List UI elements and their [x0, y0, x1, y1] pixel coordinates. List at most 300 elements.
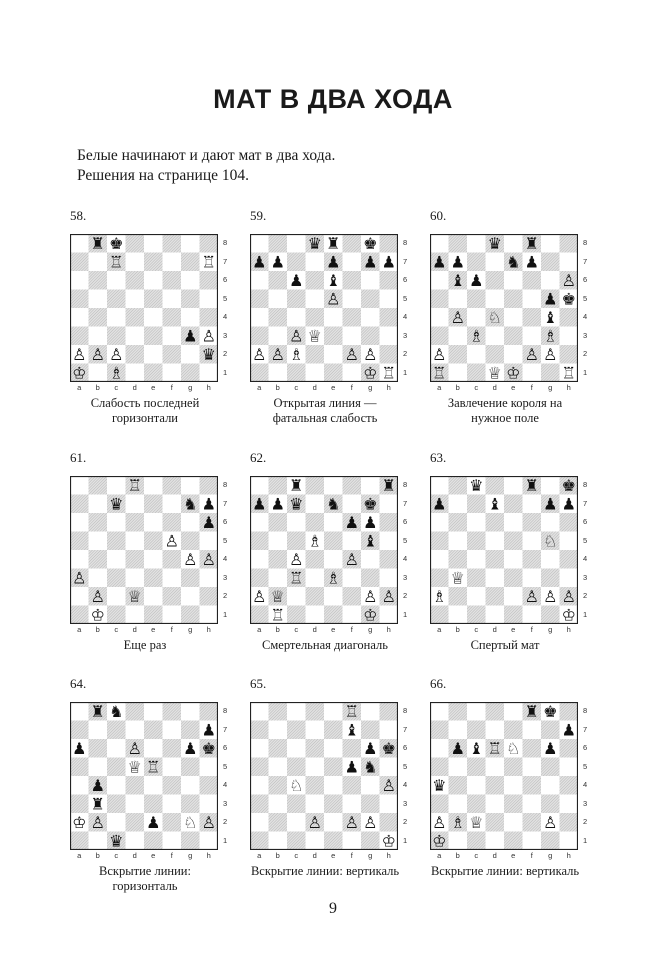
light-square	[269, 327, 288, 346]
rank-label: 2	[403, 349, 408, 358]
light-square	[380, 532, 399, 551]
light-square	[306, 364, 325, 383]
rank-label: 1	[223, 367, 228, 377]
white-king-icon: ♔	[363, 363, 378, 382]
white-pawn-icon: ♙	[252, 344, 267, 364]
file-label: d	[132, 625, 137, 634]
dark-square	[306, 345, 325, 364]
black-pawn-icon: ♟	[344, 512, 359, 532]
light-square	[107, 813, 126, 832]
dark-square	[504, 290, 523, 309]
light-square	[126, 327, 145, 346]
rank-label: 2	[403, 591, 408, 600]
dark-square	[467, 606, 486, 625]
file-label: f	[170, 383, 173, 392]
light-square	[163, 795, 182, 814]
rank-label: 8	[223, 238, 228, 247]
dark-square	[343, 776, 362, 795]
dark-square	[560, 345, 579, 364]
file-label: f	[350, 851, 353, 860]
dark-square	[144, 832, 163, 851]
light-square	[449, 364, 468, 383]
white-pawn-icon: ♙	[289, 549, 304, 569]
white-bishop-icon: ♗	[432, 586, 447, 606]
dark-square	[163, 308, 182, 327]
chess-board	[430, 702, 578, 850]
light-square	[250, 308, 269, 327]
light-square	[163, 832, 182, 851]
black-pawn-icon: ♟	[363, 738, 378, 758]
light-square	[504, 587, 523, 606]
dark-square	[361, 569, 380, 588]
black-rook-icon: ♜	[524, 234, 539, 253]
light-square	[343, 495, 362, 514]
light-square	[70, 550, 89, 569]
dark-square	[430, 758, 449, 777]
puzzle-60	[430, 208, 600, 425]
black-pawn-icon: ♟	[344, 757, 359, 777]
caption-line-1: Смертельная диагональ	[262, 638, 388, 652]
puzzle-62	[250, 450, 420, 660]
light-square	[181, 476, 200, 495]
dark-square	[467, 253, 486, 272]
caption-line-2: фатальная слабость	[272, 411, 378, 425]
dark-square	[181, 606, 200, 625]
dark-square	[449, 513, 468, 532]
dark-square	[269, 308, 288, 327]
file-label: d	[132, 383, 137, 392]
white-bishop-icon: ♗	[469, 326, 484, 346]
puzzle-caption	[420, 638, 590, 653]
white-pawn-icon: ♙	[270, 344, 285, 364]
rank-label: 1	[403, 367, 408, 377]
dark-square	[250, 327, 269, 346]
light-square	[144, 271, 163, 290]
puzzle-58	[70, 208, 240, 425]
light-square	[523, 758, 542, 777]
light-square	[269, 364, 288, 383]
file-label: f	[350, 625, 353, 634]
intro-line-1: Белые начинают и дают мат в два хода.	[77, 147, 336, 164]
rank-label: 4	[403, 554, 408, 563]
file-label: g	[368, 625, 373, 634]
file-label: b	[95, 625, 100, 634]
light-square	[306, 832, 325, 851]
light-square	[250, 271, 269, 290]
dark-square	[89, 476, 108, 495]
white-king-icon: ♔	[506, 363, 521, 382]
dark-square	[504, 532, 523, 551]
dark-square	[250, 532, 269, 551]
dark-square	[163, 776, 182, 795]
file-label: f	[350, 383, 353, 392]
white-pawn-icon: ♙	[363, 344, 378, 364]
light-square	[523, 569, 542, 588]
dark-square	[126, 776, 145, 795]
dark-square	[181, 532, 200, 551]
white-pawn-icon: ♙	[164, 531, 179, 551]
dark-square	[70, 606, 89, 625]
light-square	[324, 550, 343, 569]
rank-label: 8	[223, 480, 228, 489]
light-square	[306, 495, 325, 514]
white-pawn-icon: ♙	[201, 549, 216, 569]
light-square	[163, 721, 182, 740]
white-rook-icon: ♖	[270, 605, 285, 624]
rank-label: 1	[583, 609, 588, 619]
light-square	[70, 234, 89, 253]
rank-label: 7	[583, 724, 588, 734]
white-pawn-icon: ♙	[543, 344, 558, 364]
light-square	[361, 776, 380, 795]
light-square	[430, 513, 449, 532]
dark-square	[486, 271, 505, 290]
dark-square	[467, 832, 486, 851]
rank-label: 1	[223, 609, 228, 619]
dark-square	[467, 495, 486, 514]
black-rook-icon: ♜	[90, 234, 105, 253]
white-pawn-icon: ♙	[344, 812, 359, 832]
white-pawn-icon: ♙	[90, 586, 105, 606]
light-square	[343, 364, 362, 383]
rank-label: 7	[223, 724, 228, 734]
dark-square	[70, 832, 89, 851]
file-label: h	[386, 625, 391, 634]
white-pawn-icon: ♙	[183, 549, 198, 569]
light-square	[144, 739, 163, 758]
black-pawn-icon: ♟	[252, 252, 267, 272]
puzzle-number: 62.	[250, 450, 267, 465]
dark-square	[250, 364, 269, 383]
light-square	[361, 476, 380, 495]
dark-square	[269, 702, 288, 721]
light-square	[70, 308, 89, 327]
file-label: b	[95, 383, 100, 392]
puzzle-caption	[420, 864, 590, 879]
dark-square	[486, 550, 505, 569]
file-label: e	[511, 625, 516, 634]
rank-label: 3	[223, 330, 228, 340]
light-square	[163, 758, 182, 777]
rank-label: 7	[403, 256, 408, 266]
light-square	[163, 364, 182, 383]
light-square	[70, 476, 89, 495]
dark-square	[107, 290, 126, 309]
file-label: h	[386, 383, 391, 392]
black-knight-icon: ♞	[326, 494, 341, 514]
file-label: b	[455, 383, 460, 392]
rank-label: 4	[583, 780, 588, 789]
light-square	[107, 513, 126, 532]
file-label: c	[474, 625, 479, 634]
dark-square	[250, 795, 269, 814]
white-king-icon: ♔	[432, 831, 447, 850]
light-square	[163, 253, 182, 272]
black-pawn-icon: ♟	[469, 270, 484, 290]
file-label: c	[474, 851, 479, 860]
dark-square	[181, 290, 200, 309]
light-square	[70, 702, 89, 721]
black-queen-icon: ♛	[432, 775, 447, 795]
file-label: h	[206, 383, 211, 392]
black-pawn-icon: ♟	[450, 738, 465, 758]
dark-square	[430, 569, 449, 588]
dark-square	[250, 606, 269, 625]
white-rook-icon: ♖	[127, 476, 142, 495]
dark-square	[380, 271, 399, 290]
dark-square	[467, 364, 486, 383]
black-bishop-icon: ♝	[344, 720, 359, 740]
light-square	[163, 327, 182, 346]
rank-label: 7	[403, 724, 408, 734]
puzzle-caption	[60, 396, 230, 426]
black-knight-icon: ♞	[183, 494, 198, 514]
rank-label: 6	[223, 275, 228, 284]
dark-square	[306, 476, 325, 495]
page-number: 9	[329, 900, 337, 917]
puzzle-number: 61.	[70, 450, 87, 465]
light-square	[269, 569, 288, 588]
dark-square	[504, 758, 523, 777]
light-square	[200, 569, 219, 588]
light-square	[287, 702, 306, 721]
light-square	[89, 832, 108, 851]
light-square	[306, 569, 325, 588]
dark-square	[126, 550, 145, 569]
white-knight-icon: ♘	[183, 812, 198, 832]
light-square	[269, 290, 288, 309]
white-pawn-icon: ♙	[432, 812, 447, 832]
file-label: g	[368, 383, 373, 392]
light-square	[523, 364, 542, 383]
black-queen-icon: ♛	[487, 234, 502, 253]
white-pawn-icon: ♙	[201, 326, 216, 346]
light-square	[523, 832, 542, 851]
light-square	[269, 795, 288, 814]
dark-square	[287, 253, 306, 272]
file-labels	[250, 625, 398, 634]
black-king-icon: ♚	[201, 738, 216, 758]
rank-label: 3	[403, 572, 408, 582]
light-square	[269, 532, 288, 551]
light-square	[306, 795, 325, 814]
rank-label: 6	[583, 517, 588, 526]
light-square	[324, 587, 343, 606]
black-bishop-icon: ♝	[543, 307, 558, 327]
light-square	[89, 758, 108, 777]
black-queen-icon: ♛	[289, 494, 304, 514]
light-square	[107, 776, 126, 795]
light-square	[486, 795, 505, 814]
dark-square	[163, 702, 182, 721]
dark-square	[181, 253, 200, 272]
file-label: a	[77, 625, 82, 634]
rank-label: 3	[583, 798, 588, 808]
white-rook-icon: ♖	[344, 702, 359, 721]
white-rook-icon: ♖	[109, 252, 124, 272]
light-square	[430, 702, 449, 721]
black-pawn-icon: ♟	[381, 252, 396, 272]
white-pawn-icon: ♙	[524, 586, 539, 606]
file-labels	[430, 851, 578, 860]
file-label: c	[474, 383, 479, 392]
black-king-icon: ♚	[109, 234, 124, 253]
dark-square	[541, 758, 560, 777]
dark-square	[200, 271, 219, 290]
dark-square	[504, 495, 523, 514]
black-bishop-icon: ♝	[487, 494, 502, 514]
rank-label: 2	[583, 591, 588, 600]
file-label: d	[492, 383, 497, 392]
dark-square	[504, 606, 523, 625]
rank-label: 5	[403, 535, 408, 545]
white-pawn-icon: ♙	[381, 586, 396, 606]
light-square	[181, 345, 200, 364]
dark-square	[250, 832, 269, 851]
light-square	[144, 776, 163, 795]
light-square	[361, 702, 380, 721]
dark-square	[504, 832, 523, 851]
dark-square	[269, 550, 288, 569]
black-bishop-icon: ♝	[469, 738, 484, 758]
light-square	[70, 271, 89, 290]
light-square	[504, 702, 523, 721]
light-square	[144, 234, 163, 253]
light-square	[467, 308, 486, 327]
dark-square	[449, 776, 468, 795]
light-square	[200, 290, 219, 309]
light-square	[541, 550, 560, 569]
rank-label: 8	[583, 706, 588, 715]
white-bishop-icon: ♗	[109, 363, 124, 382]
file-label: g	[548, 851, 553, 860]
dark-square	[523, 513, 542, 532]
white-pawn-icon: ♙	[72, 344, 87, 364]
rank-label: 1	[223, 835, 228, 845]
dark-square	[70, 253, 89, 272]
light-square	[250, 513, 269, 532]
black-queen-icon: ♛	[109, 494, 124, 514]
light-square	[486, 253, 505, 272]
light-square	[504, 476, 523, 495]
dark-square	[126, 513, 145, 532]
rank-labels	[223, 476, 233, 624]
rank-label: 7	[403, 498, 408, 508]
puzzle-59	[250, 208, 420, 425]
file-labels	[250, 383, 398, 392]
light-square	[89, 495, 108, 514]
dark-square	[541, 569, 560, 588]
dark-square	[163, 550, 182, 569]
rank-label: 8	[583, 238, 588, 247]
dark-square	[430, 795, 449, 814]
light-square	[269, 832, 288, 851]
dark-square	[324, 795, 343, 814]
light-square	[287, 513, 306, 532]
dark-square	[306, 776, 325, 795]
dark-square	[163, 271, 182, 290]
white-pawn-icon: ♙	[543, 586, 558, 606]
black-pawn-icon: ♟	[201, 720, 216, 740]
file-label: e	[331, 383, 336, 392]
dark-square	[380, 813, 399, 832]
chess-board	[70, 702, 218, 850]
light-square	[107, 739, 126, 758]
black-pawn-icon: ♟	[524, 252, 539, 272]
file-label: g	[548, 625, 553, 634]
light-square	[560, 532, 579, 551]
file-label: d	[492, 851, 497, 860]
light-square	[181, 308, 200, 327]
dark-square	[126, 702, 145, 721]
file-label: h	[566, 851, 571, 860]
dark-square	[467, 569, 486, 588]
dark-square	[486, 587, 505, 606]
file-labels	[430, 625, 578, 634]
rank-label: 6	[403, 517, 408, 526]
light-square	[70, 513, 89, 532]
caption-line-1: Вскрытие линии: вертикаль	[430, 864, 580, 878]
dark-square	[287, 795, 306, 814]
light-square	[287, 234, 306, 253]
white-pawn-icon: ♙	[363, 586, 378, 606]
dark-square	[523, 271, 542, 290]
dark-square	[541, 606, 560, 625]
dark-square	[181, 721, 200, 740]
file-label: c	[114, 851, 119, 860]
light-square	[541, 476, 560, 495]
dark-square	[541, 721, 560, 740]
light-square	[486, 327, 505, 346]
file-label: g	[188, 851, 193, 860]
light-square	[343, 606, 362, 625]
rank-label: 4	[223, 554, 228, 563]
light-square	[89, 721, 108, 740]
dark-square	[449, 345, 468, 364]
dark-square	[486, 476, 505, 495]
file-label: g	[188, 625, 193, 634]
light-square	[504, 513, 523, 532]
puzzle-caption	[60, 638, 230, 653]
rank-label: 6	[223, 743, 228, 752]
black-pawn-icon: ♟	[363, 512, 378, 532]
black-queen-icon: ♛	[469, 476, 484, 495]
light-square	[486, 832, 505, 851]
dark-square	[306, 739, 325, 758]
puzzle-caption	[240, 638, 410, 653]
black-rook-icon: ♜	[326, 234, 341, 253]
file-label: h	[566, 625, 571, 634]
white-king-icon: ♔	[363, 605, 378, 624]
file-labels	[430, 383, 578, 392]
white-bishop-icon: ♗	[543, 326, 558, 346]
light-square	[361, 308, 380, 327]
file-label: b	[275, 851, 280, 860]
dark-square	[250, 758, 269, 777]
dark-square	[126, 345, 145, 364]
black-queen-icon: ♛	[201, 344, 216, 364]
black-queen-icon: ♛	[307, 234, 322, 253]
dark-square	[163, 813, 182, 832]
light-square	[89, 253, 108, 272]
white-pawn-icon: ♙	[381, 775, 396, 795]
rank-labels	[403, 476, 413, 624]
file-label: b	[275, 383, 280, 392]
light-square	[430, 234, 449, 253]
light-square	[343, 532, 362, 551]
rank-label: 4	[223, 312, 228, 321]
light-square	[449, 832, 468, 851]
